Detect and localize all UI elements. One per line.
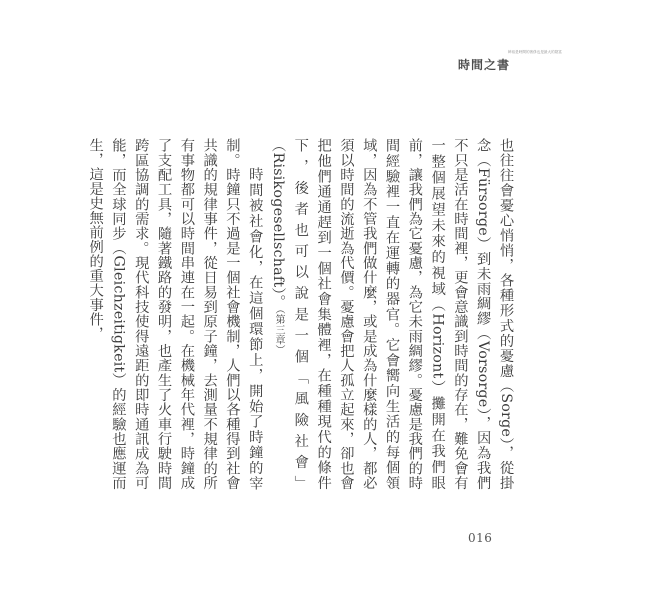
running-header xyxy=(458,44,618,76)
body-text xyxy=(87,138,517,490)
page-number: 016 xyxy=(468,531,493,545)
paragraph-1 xyxy=(266,138,517,490)
paragraph-2: 時間被社會化，在這個環節上，開始了時鐘的宰制。時鐘只不過是一個社會機制，人們以各種得到社會共識的規律事件，從日易到原子鐘，去測量不規律的所有事物都可以時間串連在一起。在機械年代裡，時鐘成了支配工具，隨著鐵路的發明，也產生了火車行駛時間跨區協調的需求。現代科技使得遠距的即時通訊成為可能，而全球同步（Gleichzeitigkeit）的經驗也應運而生，這是史無前例的重大事件， xyxy=(87,138,264,490)
chapter-reference: （第三章） xyxy=(273,309,285,356)
book-subtitle: 餘裕是時間的奢侈也是最大的財富 xyxy=(508,50,562,54)
paragraph-1-text: 也往往會憂心悄悄，各種形式的憂慮（Sorge），從掛念（Fürsorge）到未雨綢繆（Vorsorge），因為我們不只是活在時間裡，更會意識到時間的存在，難免會有一整個展望未來的視域（Horizont）攤開在我們眼前，讓我們為它憂慮，為它未雨綢繆。憂慮是我們的時間經驗裡一直在運轉的器官。它會嚮向生活的每個領域，因為不管我們做什麼，或是成為什麼樣的人，都必須以時間的流逝為代價。憂慮會把人孤立起來，卻也會把他們通通趕到一個社會集體裡，在種種現代的條件下，後者也可以說是一個「風險社會」（Risikogesellschaft）。 xyxy=(270,138,514,490)
book-title: 時間之書 xyxy=(458,58,511,72)
